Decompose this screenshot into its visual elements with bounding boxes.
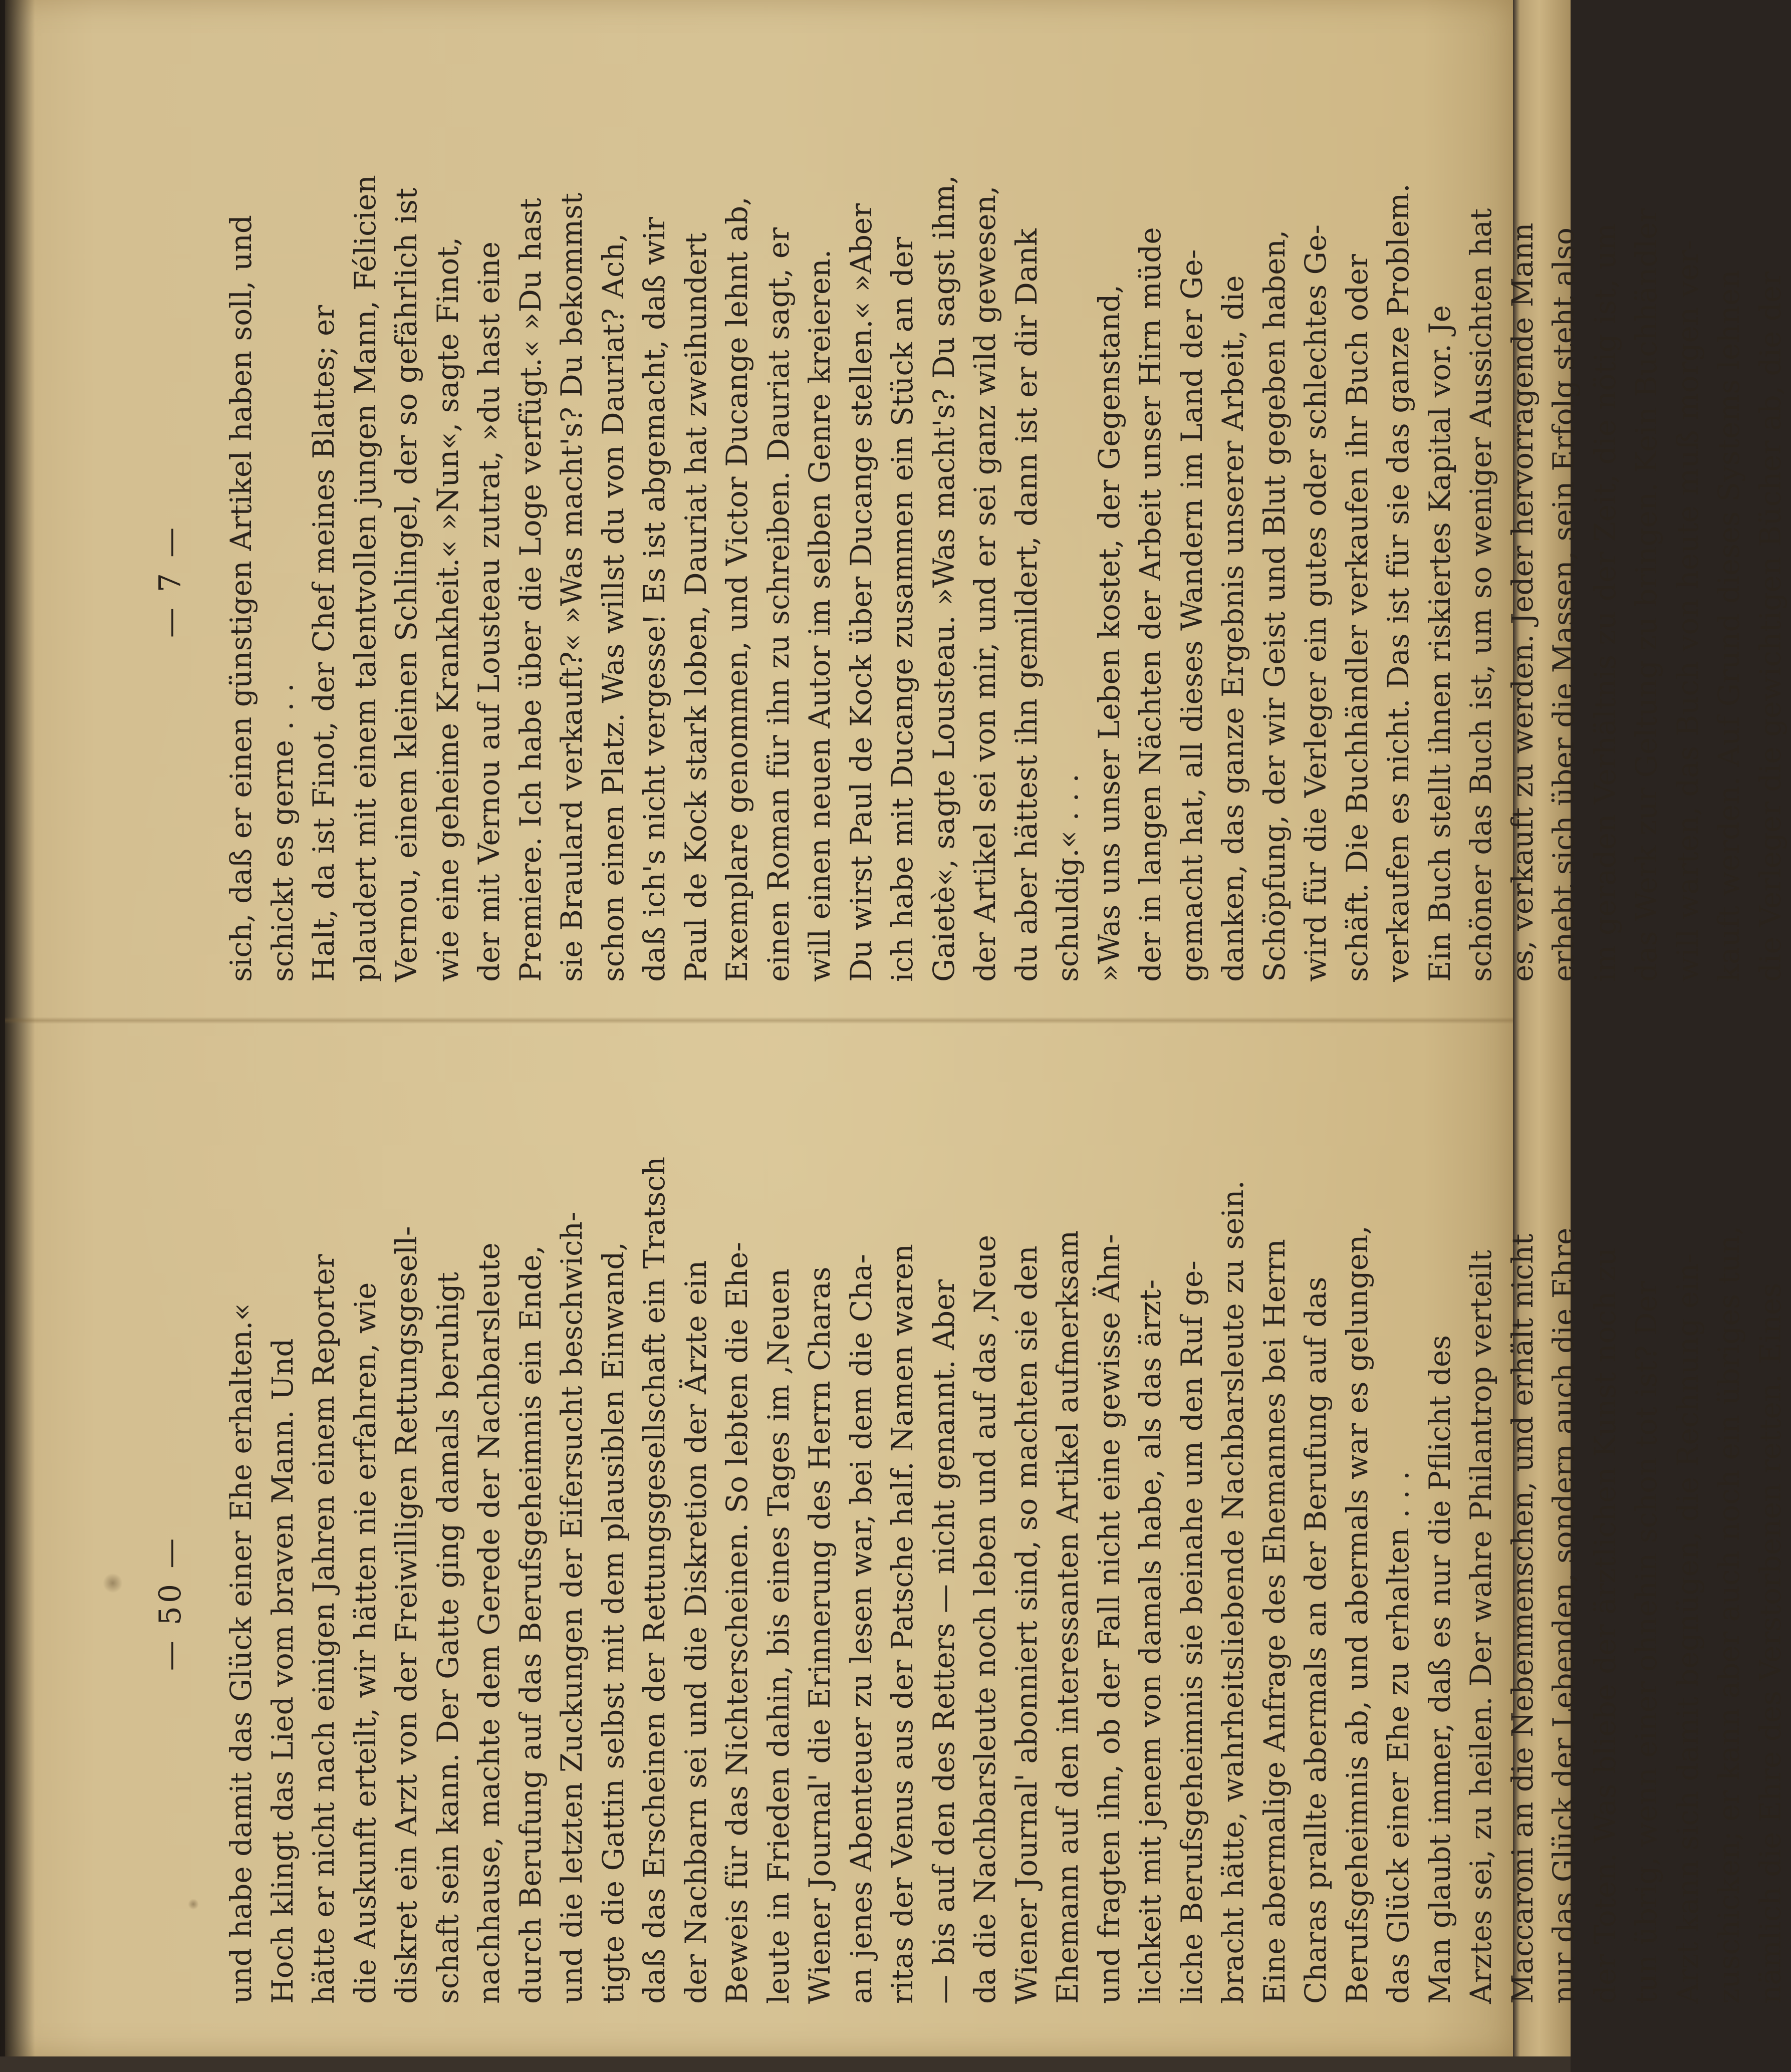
text-line: nur das Glück der Lebenden, sondern auch die Ehre bbox=[1547, 1227, 1581, 2004]
text-line: Vernou, einem kleinen Schlingel, der so gefährlich ist bbox=[389, 187, 423, 982]
page-7 bbox=[150, 175, 1787, 982]
text-line: im geraden Verhältnis zu der Zeit, die nötig ist, um bbox=[1588, 223, 1622, 982]
text-line: kauft werden. Auf Grund dieses Systems lehnen bbox=[1712, 270, 1746, 982]
text-line: es, verkauft zu werden. Jeder hervorragende Mann bbox=[1505, 222, 1540, 982]
text-line: gemacht hat, all dieses Wandern im Land der Ge- bbox=[1174, 249, 1209, 982]
text-line: einen Roman für ihn zu schreiben. Dauriat sagt, er bbox=[761, 227, 796, 982]
text-line: Du wirst Paul de Kock über Ducange stellen.« »Aber bbox=[844, 203, 878, 982]
text-line: schöner das Buch ist, um so weniger Aussichten hat bbox=[1464, 208, 1498, 982]
text-line: »Was uns unser Leben kostet, der Gegenstand, bbox=[1092, 284, 1126, 982]
text-line: tun übrig, wenn einer ohnehin schon tot ist? Der bbox=[1629, 1281, 1663, 2004]
text-line: das Glück einer Ehe zu erhalten . . . bbox=[1381, 1471, 1415, 2004]
text-line: Arzt kann sich damit begnügen, die Rechnung ein- bbox=[1670, 1253, 1705, 2004]
text-line: schickt es gerne . . . bbox=[265, 683, 300, 982]
text-line: bracht hätte, wahrheitsliebende Nachbarsleute zu sein. bbox=[1216, 1180, 1250, 2004]
text-line: liche Berufsgeheimnis sie beinahe um den Ruf ge- bbox=[1174, 1260, 1209, 2004]
page-50 bbox=[150, 1156, 1787, 2004]
text-line: Berufsgeheimnis ab, und abermals war es gelungen, bbox=[1340, 1225, 1374, 2004]
text-line: tigte die Gattin selbst mit dem plausiblen Einwand, bbox=[596, 1242, 630, 2004]
text-line: schaft sein kann. Der Gatte ging damals beruhigt bbox=[430, 1272, 465, 2004]
page-fold bbox=[5, 1017, 1513, 1024]
text-line: der Toten. Was bliebe der ärztlichen Kunst noch zu bbox=[1588, 1247, 1622, 2004]
scan-shadow-left bbox=[0, 0, 35, 2072]
text-line: schäft. Die Buchhändler verkaufen ihr Buch oder bbox=[1340, 254, 1374, 982]
text-line: Man glaubt immer, daß es nur die Pflicht des bbox=[1422, 1335, 1457, 2004]
text-line: diskret ein Arzt von der Freiwilligen Rettungsgesell- bbox=[389, 1226, 423, 2004]
text-line: plaudert mit einem talentvollen jungen Mann, Félicien bbox=[348, 175, 382, 982]
text-line: der mit Vernou auf Lousteau zutrat, »du hast eine bbox=[472, 241, 506, 982]
text-line: daß das Erscheinen der Rettungsgesellschaft ein Tratsch bbox=[637, 1156, 671, 2004]
text-line: erhebt sich über die Massen, sein Erfolg steht also bbox=[1547, 227, 1581, 982]
text-line: sie Braulard verkauft?« »Was macht's? Du bekommst bbox=[555, 192, 589, 982]
text-line: das Werk zur Geltung zu bringen. Kein Buchhändler bbox=[1629, 208, 1663, 982]
text-line: Beweis für das Nichterscheinen. So lebten die Ehe- bbox=[720, 1241, 754, 2004]
text-line: und fragten ihn, ob der Fall nicht eine gewisse Ähn- bbox=[1092, 1234, 1126, 2004]
text-line: — bis auf den des Retters — nicht genannt. Aber bbox=[926, 1279, 961, 2004]
text-line: nachhause, machte dem Gerede der Nachbarsleute bbox=[472, 1242, 506, 2004]
text-line: der Artikel sei von mir, und er sei ganz wild gewesen, bbox=[968, 185, 1002, 982]
text-line: und habe damit das Glück einer Ehe erhalten.« bbox=[224, 1303, 258, 2004]
text-line: Exemplare genommen, und Victor Ducange lehnt ab, bbox=[720, 196, 754, 982]
text-line: und die letzten Zuckungen der Eifersucht beschwich- bbox=[555, 1211, 589, 2004]
text-line: Gaietè«, sagte Lousteau. »Was macht's? Du sagst ihm, bbox=[926, 175, 961, 982]
text-line: leute in Frieden dahin, bis eines Tages im ‚Neuen bbox=[761, 1268, 796, 2004]
page-body bbox=[220, 1156, 1791, 2004]
text-line: durch Berufung auf das Berufsgeheimnis ein Ende, bbox=[513, 1245, 548, 2004]
text-line: Ein Buch stellt ihnen riskiertes Kapital vor. Je bbox=[1422, 305, 1457, 982]
text-line: Arztes sei, zu heilen. Der wahre Philantrop verteilt bbox=[1464, 1249, 1498, 2004]
text-line: hätte er nicht nach einigen Jahren einem Reporter bbox=[307, 1254, 341, 2004]
text-line: will einen neuen Autor im selben Genre kreieren. bbox=[803, 249, 837, 982]
text-line: Hoch klingt das Lied vom braven Mann. Und bbox=[265, 1338, 300, 2004]
text-line: Wiener Journal' abonniert sind, so machten sie den bbox=[1009, 1245, 1044, 2004]
text-line: da die Nachbarsleute noch leben und auf das ‚Neue bbox=[968, 1234, 1002, 2004]
text-line: Maccaroni an die Nebenmenschen, und erhält nicht bbox=[1505, 1233, 1540, 2004]
text-line: Halt, da ist Finot, der Chef meines Blattes; er bbox=[307, 305, 341, 982]
text-line: ritas der Venus aus der Patsche half. Namen waren bbox=[885, 1243, 919, 2004]
text-line: sich, daß er einen günstigen Artikel haben soll, und bbox=[224, 214, 258, 982]
text-line: lichkeit mit jenem von damals habe, als das ärzt- bbox=[1133, 1279, 1167, 2004]
page-body bbox=[220, 175, 1791, 982]
text-line: schuldig.« . . . bbox=[1051, 773, 1085, 982]
text-line: der in langen Nächten der Arbeit unser Hirn müde bbox=[1133, 227, 1167, 982]
ink-stain bbox=[103, 1573, 123, 1593]
text-line: Ehemann auf den interessanten Artikel aufmerksam bbox=[1051, 1230, 1085, 2004]
text-line: Eine abermalige Anfrage des Ehemannes bei Herrn bbox=[1257, 1239, 1292, 2004]
text-line: nämlich die Ehre des Verstorbenen retten. Eines bbox=[1753, 1282, 1787, 2004]
page-number: — 7 — bbox=[153, 524, 188, 638]
text-line: daß ich's nicht vergesse! Es ist abgemacht, daß wir bbox=[637, 217, 671, 982]
text-line: wird für die Verleger ein gutes oder schlechtes Ge- bbox=[1299, 224, 1333, 982]
text-line: der Nachbarn sei und die Diskretion der Ärzte ein bbox=[678, 1260, 713, 2004]
text-line: wie eine geheime Krankheit.« »Nun«, sagte Finot, bbox=[430, 236, 465, 982]
text-line: Charas prallte abermals an der Berufung auf das bbox=[1299, 1276, 1333, 2004]
text-line: will warten, das Buch von heute muß morgen ver- bbox=[1670, 239, 1705, 982]
text-line: danken, das ganze Ergebnis unserer Arbeit, die bbox=[1216, 275, 1250, 982]
text-line: Schöpfung, der wir Geist und Blut gegeben haben, bbox=[1257, 229, 1292, 982]
text-line: Wiener Journal' die Erinnerung des Herrn Charas bbox=[803, 1266, 837, 2004]
text-line: zuschicken; er kann aber auch noch ein übriges tun, bbox=[1712, 1225, 1746, 2004]
text-line: Premiere. Ich habe über die Loge verfügt.« »Du hast bbox=[513, 198, 548, 982]
text-line: du aber hättest ihn gemildert, dann ist er dir Dank bbox=[1009, 228, 1044, 982]
text-line: Paul de Kock stark loben, Dauriat hat zweihundert bbox=[678, 232, 713, 982]
text-line: ich habe mit Ducange zusammen ein Stück an der bbox=[885, 236, 919, 982]
text-line: die Verleger die gewichtigen Bücher ab, die der bbox=[1753, 271, 1787, 982]
text-line: an jenes Abenteuer zu lesen war, bei dem die Cha- bbox=[844, 1254, 878, 2004]
text-line: schon einen Platz. Was willst du von Dauriat? Ach, bbox=[596, 233, 630, 982]
scan-bottom-edge bbox=[0, 2056, 1571, 2072]
text-line: verkaufen es nicht. Das ist für sie das ganze Problem. bbox=[1381, 183, 1415, 982]
page-number: — 50 — bbox=[153, 1535, 188, 1671]
text-line: die Auskunft erteilt, wir hätten nie erfahren, wie bbox=[348, 1282, 382, 2004]
